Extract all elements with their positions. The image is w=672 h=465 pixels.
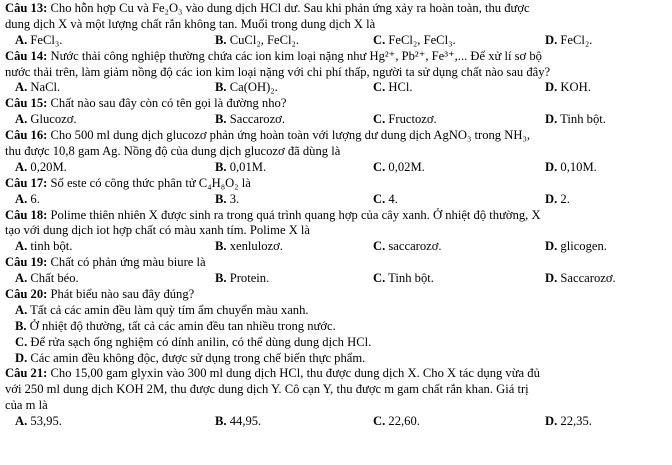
question-16-number: Câu 16:: [5, 128, 48, 143]
question-16-text: Cho 500 ml dung dịch glucozơ phản ứng hoàn toàn với lượng dư dung dịch AgNO₃ trong NH₃,: [50, 128, 530, 143]
option-d[interactable]: D. 0,10M.: [545, 159, 597, 174]
question-17-stem: [5, 176, 666, 192]
question-14-text: Nước thải công nghiệp thường chứa các ion kim loại nặng như Hg²⁺, Pb²⁺, Fe³⁺,... Để xử lí sơ bộ: [50, 48, 542, 63]
question-16-stem-line-1: [5, 128, 666, 144]
option-b[interactable]: B. Ca(OH)₂.: [215, 80, 278, 95]
option-c[interactable]: C. 0,02M.: [373, 159, 425, 174]
option-d[interactable]: D. Tinh bột.: [545, 112, 606, 127]
option-d[interactable]: D. 22,35.: [545, 414, 592, 429]
question-18-text: Polime thiên nhiên X được sinh ra trong quá trình quang hợp của cây xanh. Ở nhiệt độ thường, X: [50, 207, 541, 222]
statement-d[interactable]: D. Các amin đều không độc, được sử dụng trong chế biến thực phẩm.: [15, 350, 366, 365]
question-14-options: [5, 80, 666, 96]
option-a[interactable]: A. tinh bột.: [15, 239, 73, 254]
question-15-options: [5, 112, 666, 128]
question-21-options: [5, 414, 666, 430]
option-c[interactable]: C. FeCl₂, FeCl₃.: [373, 32, 456, 47]
option-a[interactable]: A. 0,20M.: [15, 159, 67, 174]
question-14-number: Câu 14:: [5, 48, 48, 63]
question-17-number: Câu 17:: [5, 175, 48, 190]
option-c[interactable]: C. Fructozơ.: [373, 112, 437, 127]
option-b[interactable]: B. Protein.: [215, 271, 270, 286]
option-d[interactable]: D. FeCl₂.: [545, 32, 593, 47]
statement-a[interactable]: A. Tất cả các amin đều làm quỳ tím ẩm chuyển màu xanh.: [15, 302, 309, 317]
option-c[interactable]: C. 22,60.: [373, 414, 420, 429]
option-c[interactable]: C. saccarozơ.: [373, 239, 442, 254]
question-13-stem-line-2: dung dịch X và một lượng chất rắn không tan. Muối trong dung dịch X là: [5, 16, 376, 31]
option-b[interactable]: B. Saccarozơ.: [215, 112, 285, 127]
question-13-stem-line-1: [5, 1, 666, 17]
option-d[interactable]: D. Saccarozơ.: [545, 271, 616, 286]
question-19-stem: [5, 255, 666, 271]
question-13-options: [5, 33, 666, 49]
statement-b[interactable]: B. Ở nhiệt độ thường, tất cả các amin đều tan nhiều trong nước.: [15, 318, 336, 333]
question-20-stem: [5, 287, 666, 303]
option-a[interactable]: A. Chất béo.: [15, 271, 79, 286]
question-21-stem-line-3: của m là: [5, 398, 48, 413]
question-13-number: Câu 13:: [5, 1, 48, 15]
question-18-number: Câu 18:: [5, 207, 48, 222]
question-21-number: Câu 21:: [5, 366, 48, 381]
question-16-options: [5, 160, 666, 176]
option-b[interactable]: B. CuCl₂, FeCl₂.: [215, 32, 300, 47]
option-a[interactable]: A. NaCl.: [15, 80, 61, 95]
option-c[interactable]: C. 4.: [373, 191, 398, 206]
question-18-stem-line-1: [5, 208, 666, 224]
option-a[interactable]: A. FeCl₃.: [15, 32, 63, 47]
question-15-stem: [5, 96, 666, 112]
question-14-stem-line-2: nước thải trên, làm giảm nồng độ các ion kim loại nặng với chi phí thấp, người ta sử dụng chất nào sau đây?: [5, 64, 551, 79]
question-21-text: Cho 15,00 gam glyxin vào 300 ml dung dịch HCl, thu được dung dịch X. Cho X tác dụng vừa đủ: [50, 366, 540, 381]
question-15-number: Câu 15:: [5, 96, 48, 111]
option-a[interactable]: A. 53,95.: [15, 414, 62, 429]
option-c[interactable]: C. HCl.: [373, 80, 413, 95]
statement-c[interactable]: C. Để rửa sạch ống nghiệm có dính anilin, có thể dùng dung dịch HCl.: [15, 334, 372, 349]
question-13-text: Cho hỗn hợp Cu và Fe₂O₃ vào dung dịch HCl dư. Sau khi phản ứng xảy ra hoàn toàn, thu được: [50, 1, 530, 15]
option-b[interactable]: B. 44,95.: [215, 414, 262, 429]
question-19-options: [5, 271, 666, 287]
question-16-stem-line-2: thu được 10,8 gam Ag. Nồng độ của dung dịch glucozơ đã dùng là: [5, 144, 341, 159]
question-19-text: Chất có phản ứng màu biure là: [50, 255, 206, 270]
question-18-stem-line-2: tạo với dung dịch iot hợp chất có màu xanh tím. Polime X là: [5, 223, 311, 238]
option-c[interactable]: C. Tinh bột.: [373, 271, 434, 286]
option-d[interactable]: D. 2.: [545, 191, 570, 206]
question-21-stem-line-1: [5, 366, 666, 382]
question-17-options: [5, 192, 666, 208]
option-d[interactable]: D. KOH.: [545, 80, 591, 95]
option-b[interactable]: B. xenlulozơ.: [215, 239, 283, 254]
question-20-number: Câu 20:: [5, 287, 48, 302]
question-18-options: [5, 239, 666, 255]
option-d[interactable]: D. glicogen.: [545, 239, 607, 254]
option-a[interactable]: A. Glucozơ.: [15, 112, 77, 127]
question-14-stem-line-1: [5, 49, 666, 65]
option-b[interactable]: B. 3.: [215, 191, 240, 206]
question-20-text: Phát biểu nào sau đây đúng?: [50, 287, 195, 302]
question-21-stem-line-2: với 250 ml dung dịch KOH 2M, thu được dung dịch Y. Cô cạn Y, thu được m gam chất rắn khan. Giá trị: [5, 382, 529, 397]
question-17-text: Số este có công thức phân tử C₄H₈O₂ là: [50, 175, 251, 190]
question-15-text: Chất nào sau đây còn có tên gọi là đường nho?: [50, 96, 287, 111]
option-a[interactable]: A. 6.: [15, 191, 40, 206]
option-b[interactable]: B. 0,01M.: [215, 159, 267, 174]
question-19-number: Câu 19:: [5, 255, 48, 270]
